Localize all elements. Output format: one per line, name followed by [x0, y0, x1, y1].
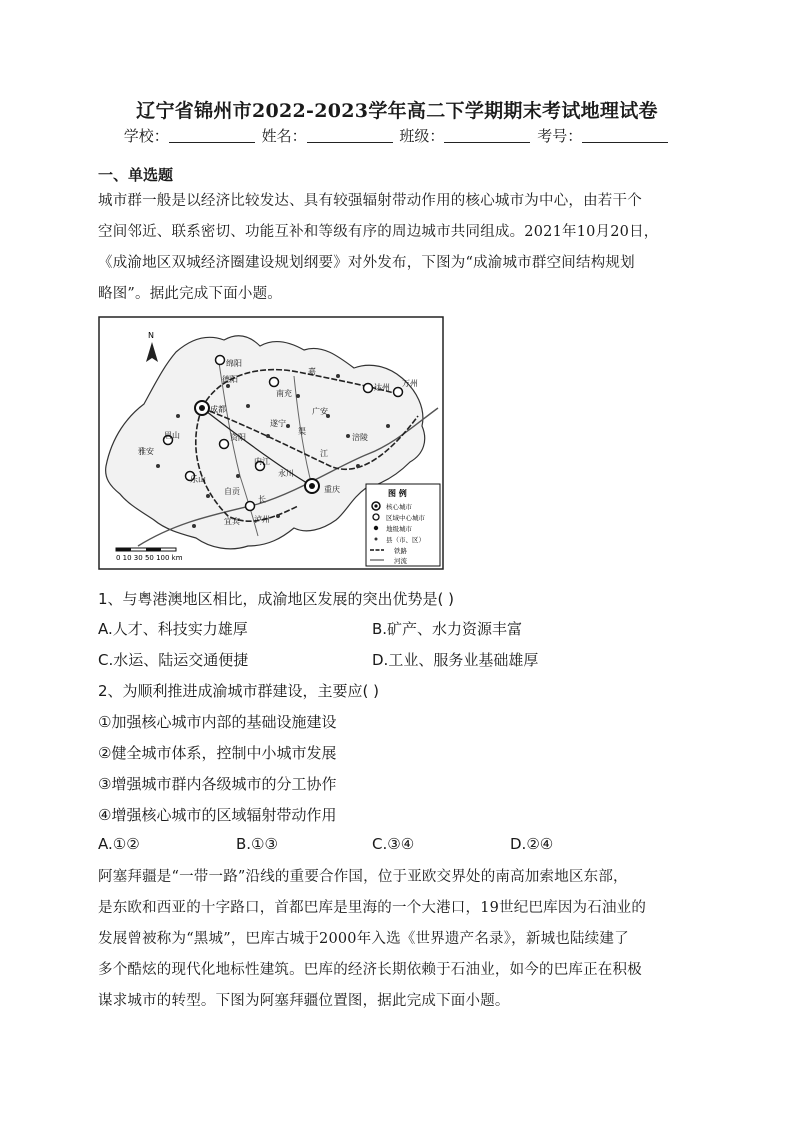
class-label: 班级： — [399, 127, 445, 145]
legend-item: 河流 — [394, 557, 407, 565]
passage-2 — [98, 862, 698, 1017]
legend-title: 图 例 — [388, 489, 407, 498]
q2-option-b[interactable]: B.①③ — [236, 835, 278, 853]
section-title: 一、单选题 — [98, 166, 174, 184]
class-field[interactable] — [444, 128, 530, 143]
passage-2-line: 多个酷炫的现代化地标性建筑。巴库的经济长期依赖于石油业，如今的巴库正在积极 — [98, 962, 642, 978]
q1-option-d[interactable]: D.工业、服务业基础雄厚 — [372, 651, 539, 669]
name-label: 姓名： — [261, 127, 307, 145]
name-field[interactable] — [307, 128, 393, 143]
map-legend — [366, 484, 440, 566]
city-label: 遂宁 — [270, 419, 286, 428]
student-info-row — [0, 125, 794, 146]
city-label: 绵阳 — [226, 359, 242, 368]
passage-2-line: 发展曾被称为“黑城”，巴库古城于2000年入选《世界遗产名录》，新城也陆续建了 — [98, 931, 629, 947]
q1-option-c[interactable]: C.水运、陆运交通便捷 — [98, 651, 249, 669]
passage-1 — [98, 186, 698, 310]
passage-1-line: 《成渝地区双城经济圈建设规划纲要》对外发布，下图为“成渝城市群空间结构规划 — [98, 255, 635, 271]
q2-statement: ①加强核心城市内部的基础设施建设 — [98, 713, 337, 731]
page-title: 辽宁省锦州市2022-2023学年高二下学期期末考试地理试卷 — [136, 100, 658, 122]
q2-option-d[interactable]: D.②④ — [510, 835, 554, 853]
city-label: 资阳 — [230, 433, 246, 442]
passage-1-line: 城市群一般是以经济比较发达、具有较强辐射带动作用的核心城市为中心，由若干个 — [98, 193, 642, 209]
q1-option-b[interactable]: B.矿产、水力资源丰富 — [372, 620, 523, 638]
city-label: 泸州 — [254, 515, 270, 524]
city-label: 渠 — [298, 427, 306, 436]
legend-item: 铁路 — [394, 547, 407, 555]
city-label: 达州 — [374, 383, 390, 392]
q2-option-a[interactable]: A.①② — [98, 835, 140, 853]
north-label: N — [148, 331, 154, 340]
city-label: 自贡 — [224, 487, 240, 496]
city-label: 重庆 — [324, 485, 340, 494]
question-1-stem: 1、与粤港澳地区相比，成渝地区发展的突出优势是( ) — [98, 590, 455, 608]
city-label: 乐山 — [190, 475, 206, 484]
city-label: 南充 — [276, 389, 292, 398]
city-label: 宜宾 — [224, 517, 240, 526]
city-label: 长 — [258, 495, 266, 504]
school-field[interactable] — [169, 128, 255, 143]
passage-2-line: 阿塞拜疆是“一带一路”沿线的重要合作国，位于亚欧交界处的南高加索地区东部， — [98, 869, 628, 885]
passage-1-line: 空间邻近、联系密切、功能互补和等级有序的周边城市共同组成。2021年10月20日， — [98, 224, 659, 240]
id-field[interactable] — [582, 128, 668, 143]
city-label: 万州 — [402, 379, 418, 388]
scale-label: 0 10 30 50 100 km — [116, 554, 183, 562]
q2-statement: ③增强城市群内各级城市的分工协作 — [98, 775, 337, 793]
q2-statement: ②健全城市体系，控制中小城市发展 — [98, 744, 337, 762]
city-label: 雅安 — [138, 447, 154, 456]
question-2-stem: 2、为顺利推进成渝城市群建设，主要应( ) — [98, 682, 380, 700]
city-label: 永川 — [278, 469, 294, 478]
legend-item: 区域中心城市 — [386, 514, 425, 522]
legend-item: 核心城市 — [386, 503, 412, 511]
city-label: 嘉 — [308, 367, 316, 376]
city-label: 眉山 — [164, 431, 180, 440]
city-label: 江 — [320, 449, 328, 458]
city-label: 内江 — [254, 457, 270, 466]
legend-item: 县（市、区） — [386, 536, 425, 544]
passage-1-line: 略图”。据此完成下面小题。 — [98, 286, 283, 302]
school-label: 学校： — [123, 127, 169, 145]
passage-2-line: 谋求城市的转型。下图为阿塞拜疆位置图，据此完成下面小题。 — [98, 993, 510, 1009]
chengyu-map — [98, 316, 444, 570]
city-label: 成都 — [210, 405, 226, 414]
city-label: 德阳 — [222, 375, 238, 384]
city-label: 广安 — [312, 407, 328, 416]
q1-option-a[interactable]: A.人才、科技实力雄厚 — [98, 620, 248, 638]
scale-bar — [116, 548, 183, 562]
q2-option-c[interactable]: C.③④ — [372, 835, 415, 853]
q2-statement: ④增强核心城市的区域辐射带动作用 — [98, 806, 337, 824]
passage-2-line: 是东欧和西亚的十字路口，首都巴库是里海的一个大港口，19世纪巴库因为石油业的 — [98, 900, 647, 916]
legend-item: 地级城市 — [386, 525, 412, 533]
id-label: 考号： — [537, 127, 583, 145]
city-label: 涪陵 — [352, 433, 368, 442]
